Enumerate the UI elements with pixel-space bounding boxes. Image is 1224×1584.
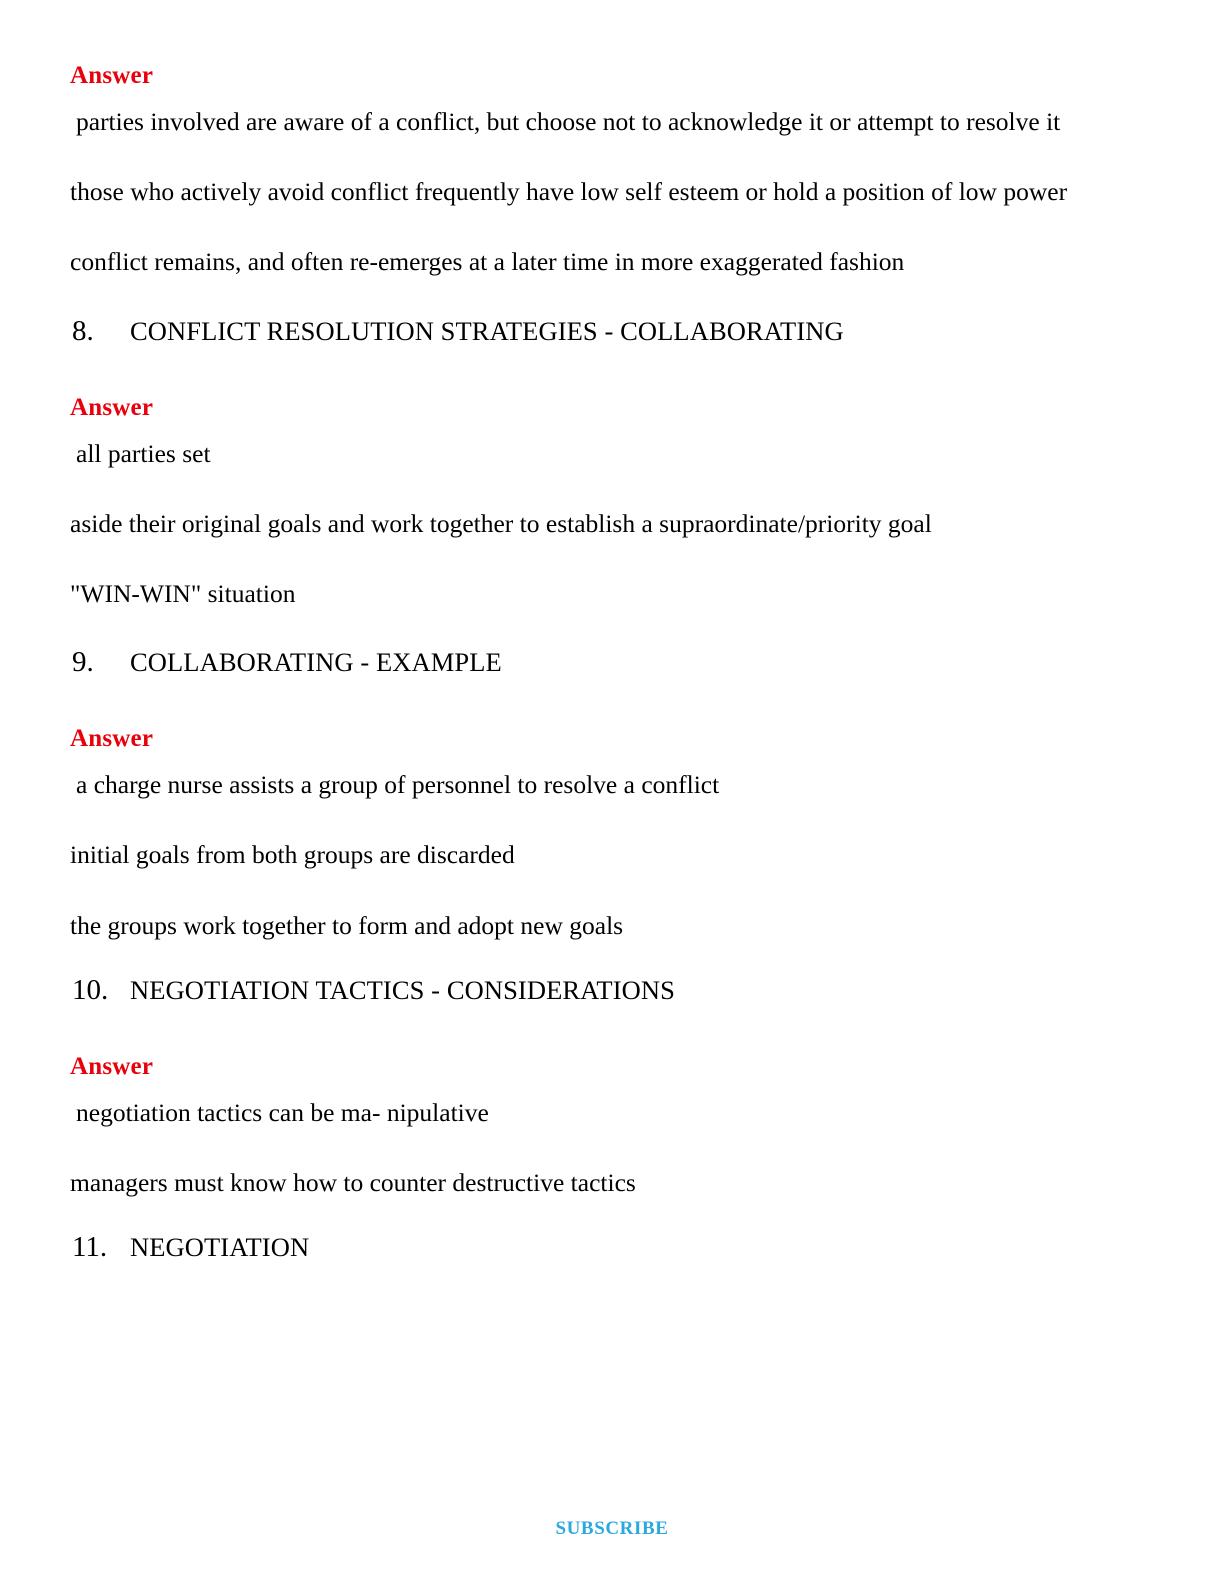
answer-block-9 bbox=[70, 725, 1154, 944]
answer-line: "WIN-WIN" situation bbox=[70, 579, 296, 609]
question-number: 9. bbox=[72, 646, 94, 679]
subscribe-link[interactable]: SUBSCRIBE bbox=[555, 1518, 669, 1539]
question-title: NEGOTIATION TACTICS - CONSIDERATIONS bbox=[130, 974, 675, 1005]
question-heading-11 bbox=[70, 1231, 1154, 1264]
question-title: COLLABORATING - EXAMPLE bbox=[130, 647, 502, 678]
answer-label: Answer bbox=[70, 725, 154, 753]
answer-block-8 bbox=[70, 394, 1154, 613]
answer-line: negotiation tactics can be ma- nipulative bbox=[76, 1097, 489, 1127]
answer-line: initial goals from both groups are discarded bbox=[70, 840, 515, 870]
answer-label: Answer bbox=[70, 1052, 154, 1080]
question-number: 11. bbox=[72, 1231, 108, 1264]
answer-line: parties involved are aware of a conflict, but choose not to acknowledge it or attempt to resolve it bbox=[76, 107, 1061, 136]
answer-line: managers must know how to counter destructive tactics bbox=[70, 1168, 636, 1198]
question-heading-8 bbox=[70, 315, 1154, 348]
question-heading-9 bbox=[70, 646, 1154, 679]
question-heading-10 bbox=[70, 974, 1154, 1007]
answer-label: Answer bbox=[70, 62, 154, 89]
answer-line: those who actively avoid conflict frequently have low self esteem or hold a position of low power bbox=[70, 177, 1068, 207]
question-number: 8. bbox=[72, 314, 94, 347]
answer-label: Answer bbox=[70, 393, 154, 421]
answer-line: all parties set bbox=[76, 438, 211, 468]
question-number: 10. bbox=[72, 973, 109, 1006]
answer-line: the groups work together to form and adopt new goals bbox=[70, 910, 624, 940]
answer-block-10 bbox=[70, 1053, 1154, 1201]
question-title: NEGOTIATION bbox=[130, 1232, 310, 1263]
answer-line: conflict remains, and often re-emerges at a later time in more exaggerated fashion bbox=[70, 247, 905, 277]
question-title: CONFLICT RESOLUTION STRATEGIES - COLLABORATING bbox=[130, 315, 844, 346]
answer-block-7 bbox=[70, 62, 1154, 281]
answer-line: aside their original goals and work together to establish a supraordinate/priority goal bbox=[70, 508, 932, 538]
answer-line: a charge nurse assists a group of personnel to resolve a conflict bbox=[76, 770, 720, 800]
